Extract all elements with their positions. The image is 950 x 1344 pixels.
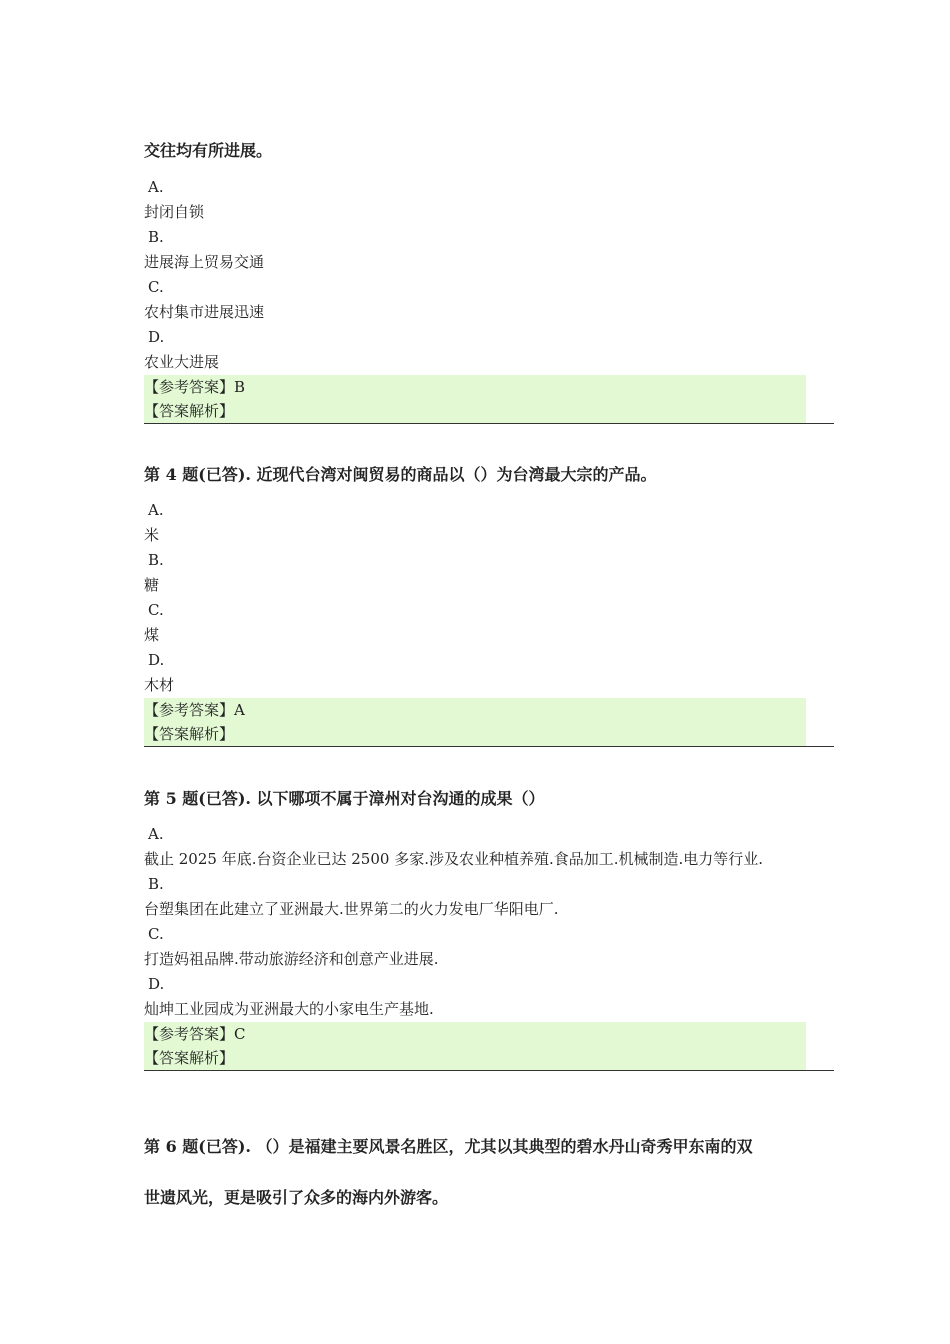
- option-text-b: 糖: [144, 576, 160, 594]
- reference-answer: 【参考答案】A: [144, 701, 245, 719]
- divider: [144, 1070, 834, 1071]
- question-title: 第 5 题(已答). 以下哪项不属于漳州对台沟通的成果（）: [144, 789, 545, 808]
- answer-box: [144, 698, 806, 746]
- option-letter-c: C.: [148, 601, 164, 619]
- question-5: [144, 786, 834, 811]
- answer-box: [144, 375, 806, 423]
- answer-analysis: 【答案解析】: [144, 1049, 235, 1067]
- option-text-b: 进展海上贸易交通: [144, 253, 265, 271]
- option-text-b: 台塑集团在此建立了亚洲最大.世界第二的火力发电厂华阳电厂.: [144, 900, 559, 918]
- options-list: [144, 498, 834, 747]
- option-letter-a: A.: [148, 825, 164, 843]
- option-letter-a: A.: [148, 501, 164, 519]
- question-title-line-2: 世遗风光，更是吸引了众多的海内外游客。: [144, 1188, 449, 1207]
- option-letter-d: D.: [148, 975, 165, 993]
- option-letter-b: B.: [148, 551, 164, 569]
- answer-analysis: 【答案解析】: [144, 725, 235, 743]
- option-letter-b: B.: [148, 875, 164, 893]
- option-text-d: 木材: [144, 676, 175, 694]
- option-text-c: 农村集市进展迅速: [144, 303, 265, 321]
- answer-box: [144, 1022, 806, 1070]
- option-text-c: 打造妈祖品牌.带动旅游经济和创意产业进展.: [144, 950, 439, 968]
- options-list: [144, 175, 834, 424]
- option-letter-c: C.: [148, 278, 164, 296]
- option-letter-b: B.: [148, 228, 164, 246]
- divider: [144, 746, 834, 747]
- question-4: [144, 462, 834, 487]
- question-6: [144, 1134, 834, 1210]
- answer-analysis: 【答案解析】: [144, 402, 235, 420]
- question-title: 第 4 题(已答). 近现代台湾对闽贸易的商品以（）为台湾最大宗的产品。: [144, 465, 657, 484]
- option-text-a: 封闭自锁: [144, 203, 205, 221]
- option-letter-d: D.: [148, 651, 165, 669]
- option-letter-a: A.: [148, 178, 164, 196]
- divider: [144, 423, 834, 424]
- question-fragment: [144, 138, 272, 163]
- option-text-a: 截止 2025 年底.台资企业已达 2500 多家.涉及农业种植养殖.食品加工.机械制造.电力等行业.: [144, 850, 764, 868]
- option-text-a: 米: [144, 526, 160, 544]
- reference-answer: 【参考答案】B: [144, 378, 246, 396]
- option-letter-d: D.: [148, 328, 165, 346]
- question-title-tail: 交往均有所进展。: [144, 141, 273, 160]
- reference-answer: 【参考答案】C: [144, 1025, 246, 1043]
- options-list: [144, 822, 834, 1071]
- option-letter-c: C.: [148, 925, 164, 943]
- option-text-c: 煤: [144, 626, 160, 644]
- option-text-d: 农业大进展: [144, 353, 220, 371]
- question-title-line-1: 第 6 题(已答). （）是福建主要风景名胜区，尤其以其典型的碧水丹山奇秀甲东南的双: [144, 1137, 753, 1156]
- option-text-d: 灿坤工业园成为亚洲最大的小家电生产基地.: [144, 1000, 434, 1018]
